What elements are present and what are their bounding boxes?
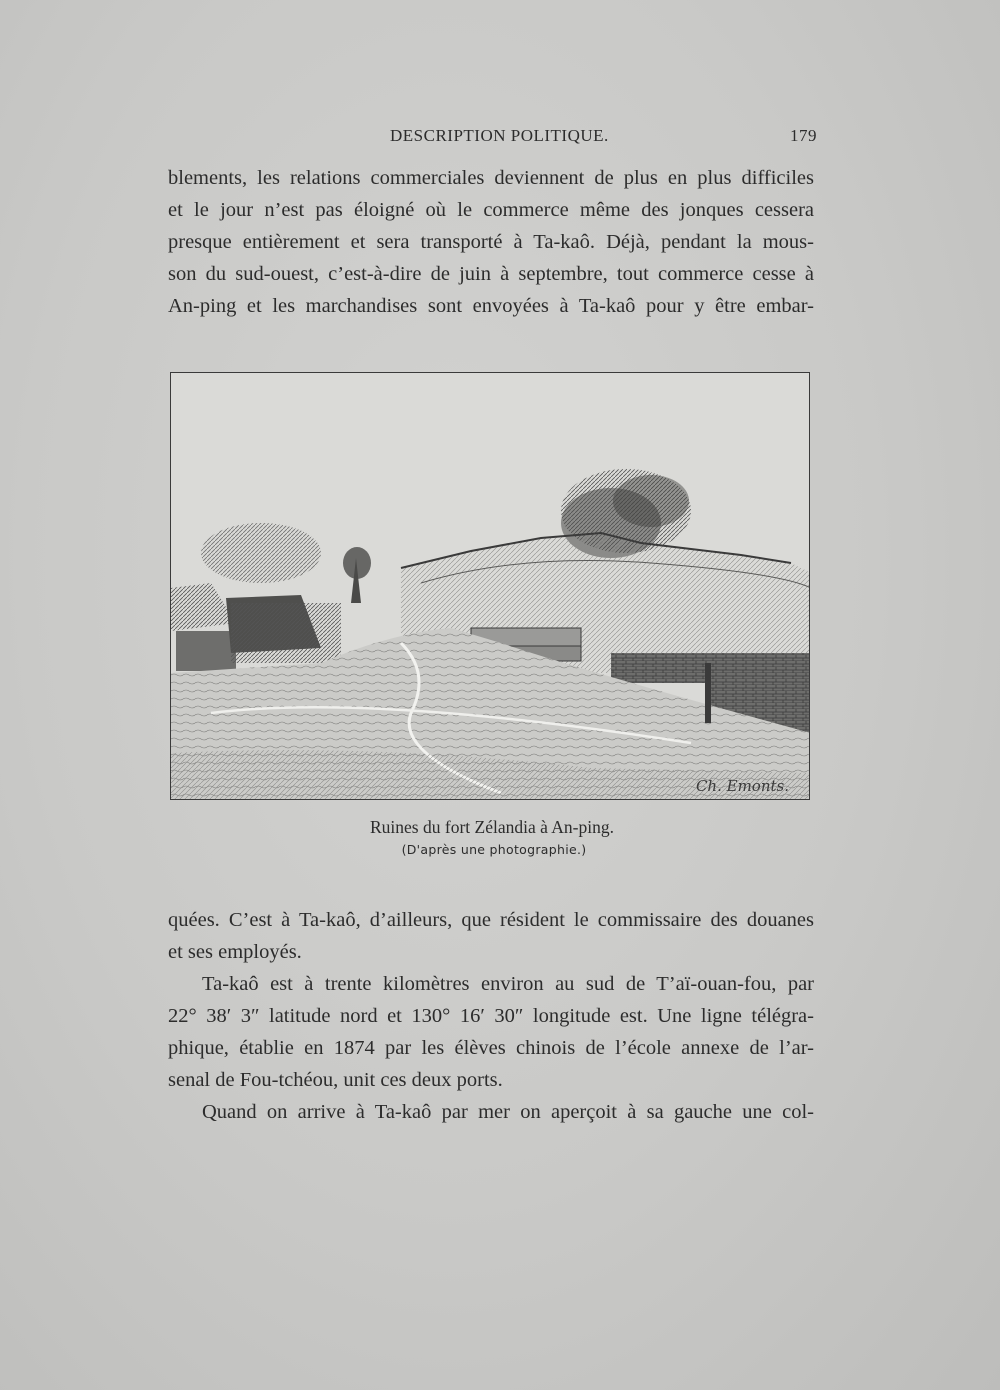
text-line: Ta-kaô est à trente kilomètres environ au sud de T’aï-ouan-fou, par xyxy=(202,973,814,995)
text-line: An-ping et les marchandises sont envoyées à Ta-kaô pour y être embar- xyxy=(168,295,814,317)
running-header xyxy=(0,126,1000,150)
text-line: presque entièrement et sera transporté à Ta-kaô. Déjà, pendant la mous- xyxy=(168,231,814,253)
text-line: blements, les relations commerciales deviennent de plus en plus difficiles xyxy=(168,167,814,189)
engraving-image xyxy=(171,373,810,800)
text-line: 22° 38′ 3″ latitude nord et 130° 16′ 30″ longitude est. Une ligne télégra- xyxy=(168,1005,814,1027)
text-line: son du sud-ouest, c’est-à-dire de juin à septembre, tout commerce cesse à xyxy=(168,263,814,285)
figure-credit: (D'après une photographie.) xyxy=(401,842,587,857)
text-line: phique, établie en 1874 par les élèves chinois de l’école annexe de l’ar- xyxy=(168,1037,814,1059)
page-number: 179 xyxy=(790,126,817,145)
body-text-top xyxy=(168,162,814,322)
figure-caption: Ruines du fort Zélandia à An-ping. xyxy=(370,817,614,837)
body-text-bottom xyxy=(168,904,814,1128)
text-line: et le jour n’est pas éloigné où le commerce même des jonques cessera xyxy=(168,199,814,221)
running-title: DESCRIPTION POLITIQUE. xyxy=(390,126,609,145)
text-line: et ses employés. xyxy=(168,941,302,963)
engraving-illustration xyxy=(170,372,810,800)
text-line: Quand on arrive à Ta-kaô par mer on aperçoit à sa gauche une col- xyxy=(202,1101,814,1123)
text-line: senal de Fou-tchéou, unit ces deux ports. xyxy=(168,1069,503,1091)
text-line: quées. C’est à Ta-kaô, d’ailleurs, que résident le commissaire des douanes xyxy=(168,909,814,931)
artist-signature: Ch. Emonts. xyxy=(695,777,789,795)
